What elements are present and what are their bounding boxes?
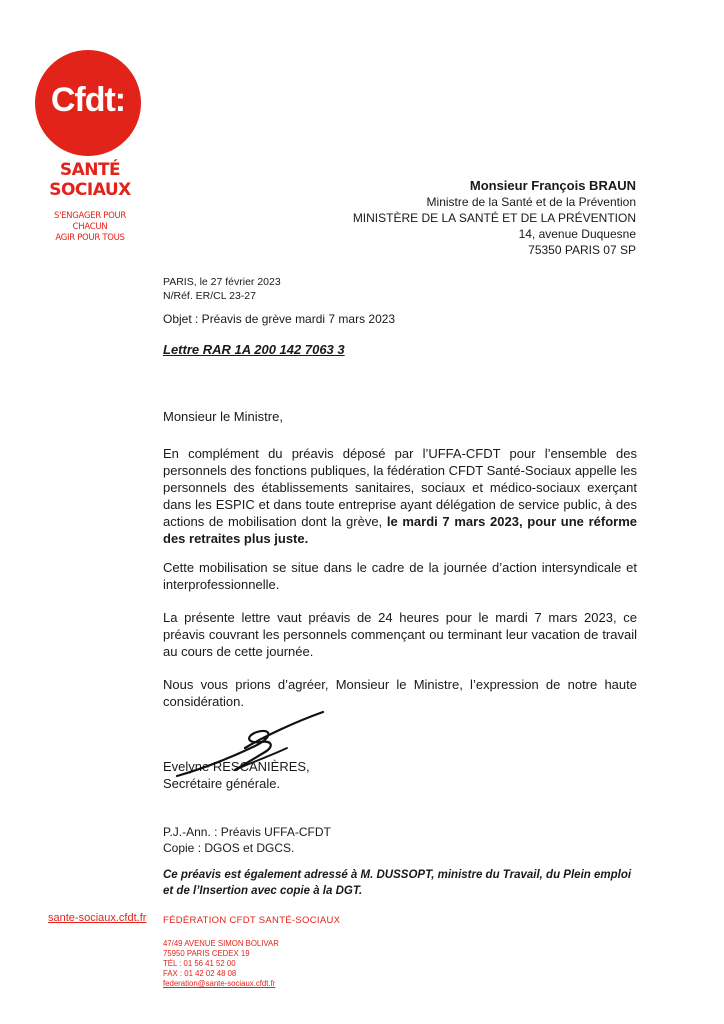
- paragraph-1-text: En complément du préavis déposé par l’UFFA-CFDT pour l’ensemble des personnels des fonctions publiques, la fédération CFDT Santé-Sociaux appelle les personnels des établissements sanitaires, sociaux et médico-sociaux exerçant dans les ESPIC et dans toute entreprise ayant délégation de service public, à des actions de mobilisation dont la grève,: [163, 446, 637, 529]
- logo-line-sante: SANTÉ: [59, 160, 121, 180]
- annex-copie: Copie : DGOS et DGCS.: [163, 841, 295, 855]
- footer-email-link[interactable]: federation@sante-sociaux.cfdt.fr: [163, 979, 276, 988]
- paragraph-1: [163, 445, 637, 547]
- signatory-role: Secrétaire générale.: [163, 776, 281, 791]
- annex-pj: P.J.-Ann. : Préavis UFFA-CFDT: [163, 825, 331, 839]
- footer-fax: FAX : 01 42 02 48 08: [163, 969, 237, 978]
- annex-block: [163, 824, 331, 856]
- handwritten-signature: [175, 708, 335, 783]
- logo-tagline-2: AGIR POUR TOUS: [55, 233, 125, 243]
- paragraph-3: La présente lettre vaut préavis de 24 heures pour le mardi 7 mars 2023, ce préavis couvrant les personnels commençant ou terminant leur vacation de travail au cours de cette journée.: [163, 610, 637, 659]
- recipient-title: Ministre de la Santé et de la Prévention: [426, 195, 636, 209]
- letter-meta: [163, 276, 281, 303]
- signatory-name: Evelyne RESCANIÈRES,: [163, 759, 310, 774]
- footer-federation: FÉDÉRATION CFDT SANTÉ-SOCIAUX: [163, 915, 341, 926]
- cfdt-logo-text: Cfdt:: [50, 81, 126, 119]
- recipient-ministry: MINISTÈRE DE LA SANTÉ ET DE LA PRÉVENTION: [352, 211, 636, 225]
- letter-reference: N/Réf. ER/CL 23-27: [163, 289, 256, 302]
- footer-address: [163, 939, 279, 989]
- footer-address-2: 75950 PARIS CEDEX 19: [163, 949, 250, 958]
- recipient-name: Monsieur François BRAUN: [469, 178, 636, 193]
- paragraph-1-bold: le mardi 7 mars 2023, pour une réforme des retraites plus juste.: [163, 514, 637, 546]
- logo-sante-sociaux: [40, 160, 140, 200]
- footer-address-1: 47/49 AVENUE SIMON BOLIVAR: [163, 939, 279, 948]
- logo-tagline-1: S'ENGAGER POUR CHACUN: [53, 211, 127, 232]
- footer-tel: TÉL : 01 56 41 52 00: [163, 959, 236, 968]
- recipient-city: 75350 PARIS 07 SP: [528, 243, 636, 257]
- logo-line-sociaux: SOCIAUX: [49, 180, 131, 200]
- recipient-street: 14, avenue Duquesne: [518, 227, 636, 241]
- letter-object: Objet : Préavis de grève mardi 7 mars 2023: [163, 312, 396, 326]
- recipient-block: [353, 178, 636, 258]
- copy-note: Ce préavis est également adressé à M. DUSSOPT, ministre du Travail, du Plein emploi et de l’Insertion avec copie à la DGT.: [163, 869, 632, 897]
- letter-date: PARIS, le 27 février 2023: [163, 276, 281, 288]
- footer-website-link[interactable]: sante-sociaux.cfdt.fr: [48, 912, 147, 924]
- letter-rar-number: Lettre RAR 1A 200 142 7063 3: [163, 342, 345, 357]
- salutation: Monsieur le Ministre,: [163, 409, 283, 424]
- paragraph-4: Nous vous prions d’agréer, Monsieur le Ministre, l’expression de notre haute considération.: [163, 677, 637, 709]
- logo-tagline: [40, 211, 140, 244]
- paragraph-2: Cette mobilisation se situe dans le cadre de la journée d’action intersyndicale et interprofessionnelle.: [163, 560, 637, 592]
